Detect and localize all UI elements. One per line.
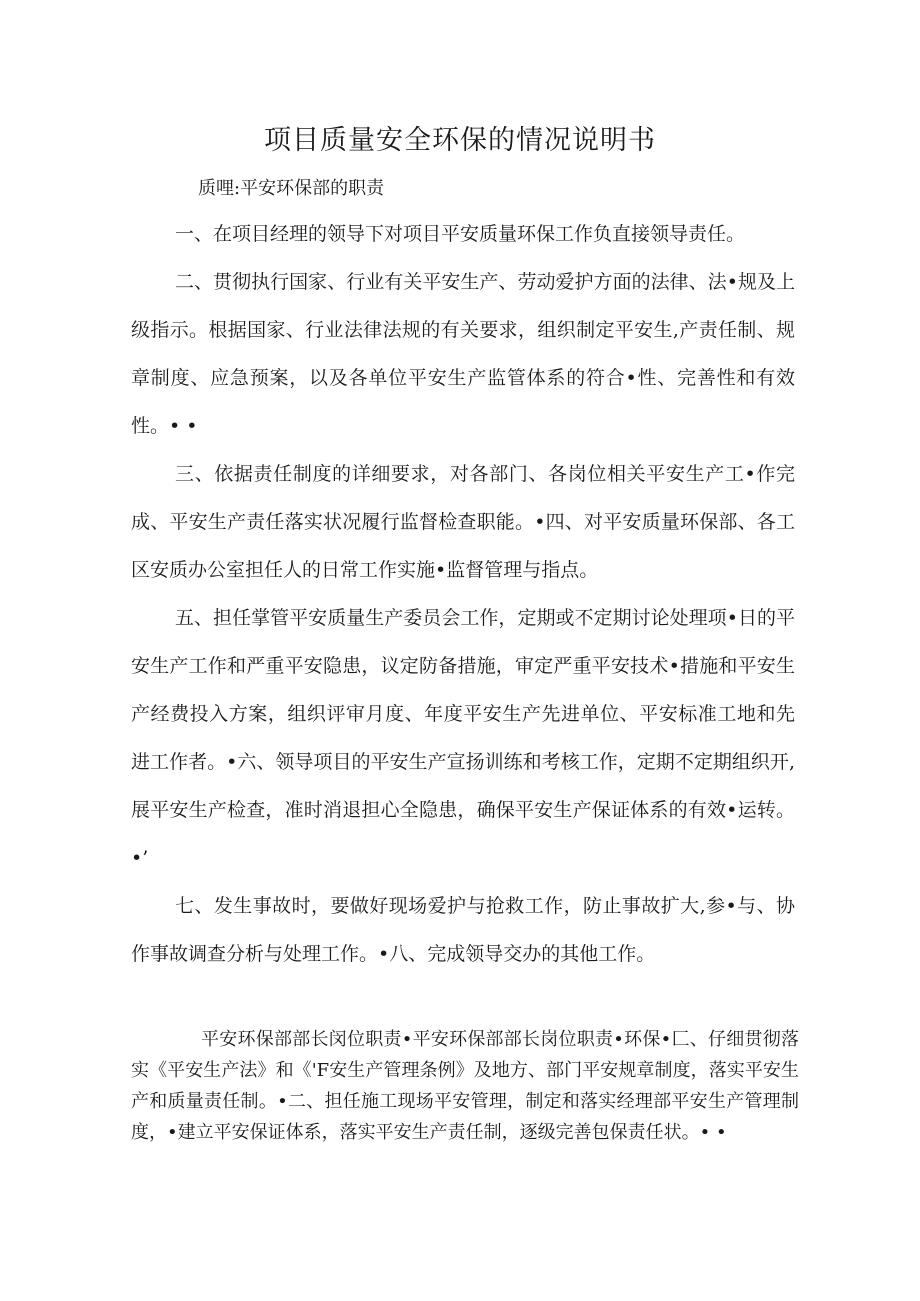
paragraph-6: 平安环保部部长闵位职责•平安环保部部长岗位职责•环保•匚、仔细贯彻落实《平安生产法》和《'F安生产管理条例》及地方、部门平安规章制度，落实平安生产和质量责任制。•二、担任施工现场平安管理，制定和落实经理部平安生产管理制度，•建立平安保证体系，落实平安生产责任制，逐级完善包保责任状。• • (131, 1029, 799, 1143)
paragraph-4: 五、担任掌管平安质量生产委员会工作，定期或不定期讨论处理项•日的平安生产工作和严重平安隐患，议定防备措施，审定严重平安技术•措施和平安生产经费投入方案，组织评审月度、年度平安生产先进单位、平安标准工地和先进工作者。•六、领导项目的平安生产宣扬训练和考核工作，定期不定期组织开,展平安生产检查，准时消退担心全隐患，确保平安生产保证体系的有效•运转。•’ (131, 607, 795, 869)
document-subtitle: 质哩:平安环保部的职责 (198, 178, 385, 199)
paragraph-5: 七、发生事故时，要做好现场爱护与抢救工作，防止事故扩大,参•与、协作事故调查分析与处理工作。•八、完成领导交办的其他工作。 (131, 895, 795, 965)
paragraph-1: 一、在项目经理的领导下对项目平安质量环保工作负直接领导责任。 (175, 223, 746, 245)
document-title: 项目质量安全环保的情况说明书 (264, 125, 656, 156)
paragraph-2: 二、贯彻执行国家、行业有关平安生产、劳动爱护方面的法律、法•规及上级指示。根据国家、行业法律法规的有关要求，组织制定平安生,产责任制、规章制度、应急预案，以及各单位平安生产监管体系的符合•性、完善性和有效性。• • (131, 271, 795, 437)
paragraph-3: 三、依据责任制度的详细要求，对各部门、各岗位相关平安生产工•作完成、平安生产责任落实状况履行监督检查职能。•四、对平安质量环保部、各工区安质办公室担任人的日常工作实施•监督管理与指点。 (131, 463, 795, 581)
